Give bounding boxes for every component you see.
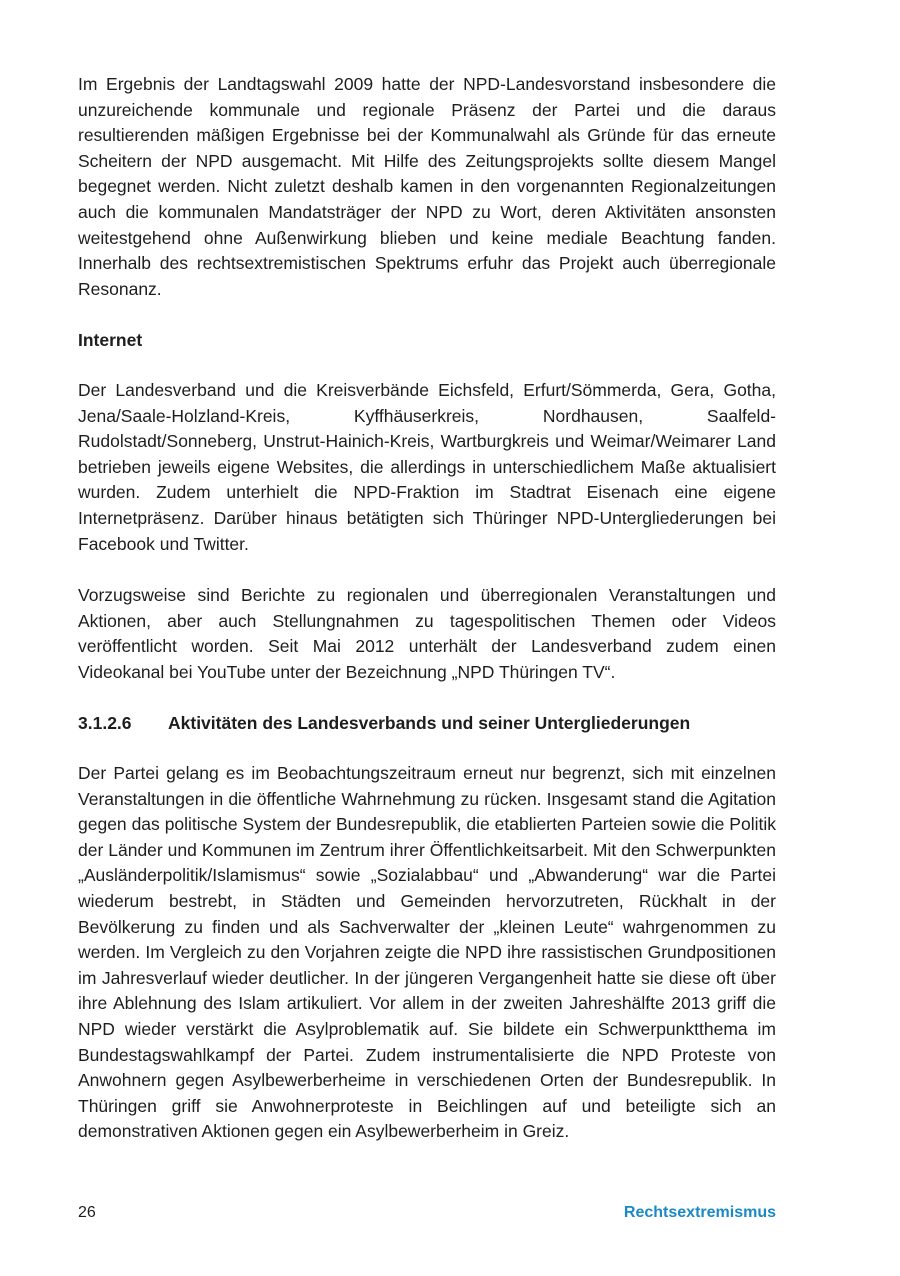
section-heading (78, 711, 776, 737)
running-title: Rechtsextremismus (623, 1204, 776, 1221)
page-body (78, 72, 776, 1145)
heading-internet: Internet (78, 330, 143, 351)
section-title: Aktivitäten des Landesverbands und seiner Untergliederungen (168, 713, 691, 734)
paragraph-veroeffentlichungen: Vorzugsweise sind Berichte zu regionalen und überregionalen Veranstaltungen und Aktionen, aber auch Stellungnahmen zu tagespolitischen Themen oder Videos veröffentlicht worden. Seit Mai 2012 unterhält der Landesverband zudem einen Videokanal bei YouTube unter der Bezeichnung „NPD Thüringen TV“. (78, 585, 776, 682)
paragraph-aktivitaeten: Der Partei gelang es im Beobachtungszeitraum erneut nur begrenzt, sich mit einzelnen Veranstaltungen in die öffentliche Wahrnehmung zu rücken. Insgesamt stand die Agitation gegen das politische System der Bundesrepublik, die etablierten Parteien sowie die Politik der Länder und Kommunen im Zentrum ihrer Öffentlichkeitsarbeit. Mit den Schwerpunkten „Ausländerpolitik/Islamismus“ sowie „Sozialabbau“ und „Abwanderung“ war die Partei wiederum bestrebt, in Städten und Gemeinden hervorzutreten, Rückhalt in der Bevölkerung zu finden und als Sachverwalter der „kleinen Leute“ wahrgenommen zu werden. Im Vergleich zu den Vorjahren zeigte die NPD ihre rassistischen Grundpositionen im Jahresverlauf wieder deutlicher. In der jüngeren Vergangenheit hatte sie diese oft über ihre Ablehnung des Islam artikuliert. Vor allem in der zweiten Jahreshälfte 2013 griff die NPD wieder verstärkt die Asylproblematik auf. Sie bildete ein Schwerpunktthema im Bundestagswahlkampf der Partei. Zudem instrumentalisierte die NPD Proteste von Anwohnern gegen Asylbewerberheime in verschiedenen Orten der Bundesrepublik. In Thüringen griff sie Anwohnerproteste in Beichlingen auf und beteiligte sich an demonstrativen Aktionen gegen ein Asylbewerberheim in Greiz. (78, 763, 776, 1142)
paragraph-websites: Der Landesverband und die Kreisverbände Eichsfeld, Erfurt/Sömmerda, Gera, Gotha, Jena/Saale-Holzland-Kreis, Kyffhäuserkreis, Nordhausen, Saalfeld-Rudolstadt/Sonneberg, Unstrut-Hainich-Kreis, Wartburgkreis und Weimar/Weimarer Land betrieben jeweils eigene Websites, die allerdings in unterschiedlichem Maße aktualisiert wurden. Zudem unterhielt die NPD-Fraktion im Stadtrat Eisenach eine eigene Internetpräsenz. Darüber hinaus betätigten sich Thüringer NPD-Untergliederungen bei Facebook und Twitter. (78, 379, 776, 554)
paragraph-landtagswahl: Im Ergebnis der Landtagswahl 2009 hatte der NPD-Landesvorstand insbesondere die unzureichende kommunale und regionale Präsenz der Partei und die daraus resultierenden mäßigen Ergebnisse bei der Kommunalwahl als Gründe für das erneute Scheitern der NPD ausgemacht. Mit Hilfe des Zeitungsprojekts sollte diesem Mangel begegnet werden. Nicht zuletzt deshalb kamen in den vorgenannten Regionalzeitungen auch die kommunalen Mandatsträger der NPD zu Wort, deren Aktivitäten ansonsten weitestgehend ohne Außenwirkung blieben und keine mediale Beachtung fanden. Innerhalb des rechtsextremistischen Spektrums erfuhr das Projekt auch überregionale Resonanz. (78, 74, 776, 299)
section-number: 3.1.2.6 (78, 713, 132, 734)
page-number: 26 (78, 1204, 96, 1221)
